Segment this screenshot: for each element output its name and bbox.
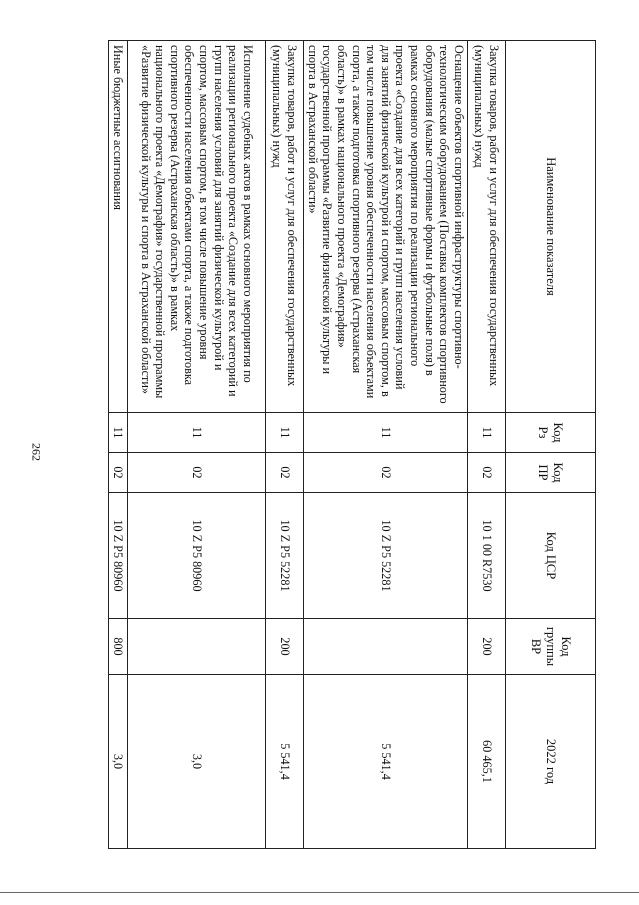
table-row xyxy=(468,41,506,849)
row-2022: 5 541,4 xyxy=(265,675,303,849)
row-csr: 10 Z P5 52281 xyxy=(303,493,467,619)
table-header-row xyxy=(506,41,596,849)
row-vr: 800 xyxy=(108,619,127,675)
row-pr: 02 xyxy=(303,453,467,493)
row-2022: 60 465,1 xyxy=(468,675,506,849)
row-rz: 11 xyxy=(468,413,506,453)
row-name: Закупка товаров, работ и услуг для обеспечения государственных (муниципальных) нужд xyxy=(265,41,303,413)
row-csr: 10 Z P5 80960 xyxy=(108,493,127,619)
row-name: Исполнение судебных актов в рамках основного мероприятия по реализации регионального проекта «Создание для всех категорий и групп населения условий для занятий физической культурой и спортом, массовым спортом, в том числе повышение уровня обеспеченности населения объектами спорта, а также подготовка спортивного резерва (Астраханская область)» в рамках национального проекта «Демография» государственной программы «Развитие физической культуры и спорта в Астраханской области» xyxy=(127,41,265,413)
table-row xyxy=(303,41,467,849)
row-pr: 02 xyxy=(127,453,265,493)
row-rz: 11 xyxy=(108,413,127,453)
row-2022: 3,0 xyxy=(127,675,265,849)
row-pr: 02 xyxy=(108,453,127,493)
header-pr: Код ПР xyxy=(506,453,596,493)
row-2022: 5 541,4 xyxy=(303,675,467,849)
header-rz: Код Рз xyxy=(506,413,596,453)
header-vr: Код группы ВР xyxy=(506,619,596,675)
row-name: Закупка товаров, работ и услуг для обеспечения государственных (муниципальных) нужд xyxy=(468,41,506,413)
row-2022: 3,0 xyxy=(108,675,127,849)
row-vr xyxy=(303,619,467,675)
row-vr: 200 xyxy=(265,619,303,675)
row-name: Иные бюджетные ассигнования xyxy=(108,41,127,413)
header-2022: 2022 год xyxy=(506,675,596,849)
row-rz: 11 xyxy=(303,413,467,453)
row-rz: 11 xyxy=(265,413,303,453)
table-row xyxy=(265,41,303,849)
table-container xyxy=(111,40,596,848)
row-vr: 200 xyxy=(468,619,506,675)
table-row xyxy=(108,41,127,849)
row-csr: 10 Z P5 80960 xyxy=(127,493,265,619)
row-name: Оснащение объектов спортивной инфраструктуры спортивно-технологическим оборудованием (Поставка комплектов спортивного оборудования (малые спортивные формы и футбольные поля) в рамках основного мероприятия по реализации регионального проекта «Создание для всех категорий и групп населения условий для занятий физической культурой и спортом, массовым спортом, в том числе повышение уровня обеспеченности населения объектами спорта, а также подготовка спортивного резерва (Астраханская область)» в рамках национального проекта «Демография» государственной программы «Развитие физической культуры и спорта в Астраханской области» xyxy=(303,41,467,413)
rotated-table-frame xyxy=(111,40,596,848)
header-csr: Код ЦСР xyxy=(506,493,596,619)
row-csr: 10 1 00 R7530 xyxy=(468,493,506,619)
header-name: Наименование показателя xyxy=(506,41,596,413)
page-bottom-divider xyxy=(0,892,639,893)
row-rz: 11 xyxy=(127,413,265,453)
row-pr: 02 xyxy=(265,453,303,493)
budget-table xyxy=(108,40,596,849)
row-vr xyxy=(127,619,265,675)
page-number: 262 xyxy=(29,443,44,461)
table-row xyxy=(127,41,265,849)
row-pr: 02 xyxy=(468,453,506,493)
row-csr: 10 Z P5 52281 xyxy=(265,493,303,619)
